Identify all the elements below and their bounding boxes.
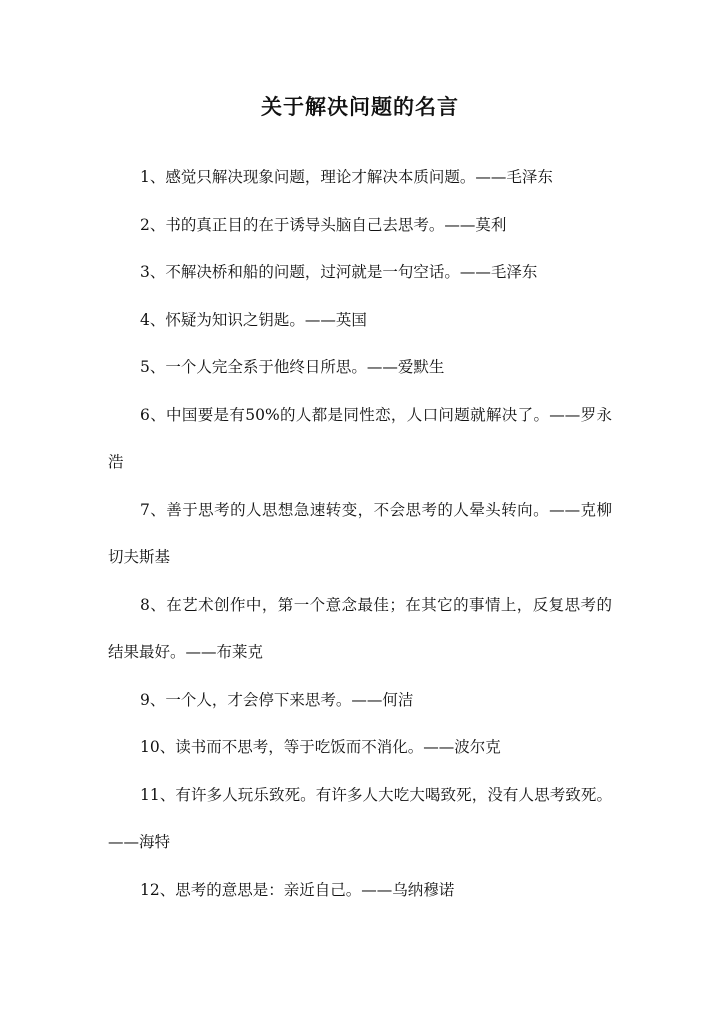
quote-item: 10、读书而不思考，等于吃饭而不消化。——波尔克 [140,738,501,756]
quote-item: 5、一个人完全系于他终日所思。——爱默生 [140,358,445,376]
quote-item: 7、善于思考的人思想急速转变，不会思考的人晕头转向。——克柳切夫斯基 [108,500,612,566]
document-title: 关于解决问题的名言 [261,94,459,119]
quote-item: 2、书的真正目的在于诱导头脑自己去思考。——莫利 [140,215,507,234]
quote-item: 1、感觉只解决现象问题，理论才解决本质问题。——毛泽东 [140,168,553,186]
quote-item: 4、怀疑为知识之钥匙。——英国 [140,310,367,329]
quote-list [108,154,612,914]
quote-item: 8、在艺术创作中，第一个意念最佳；在其它的事情上，反复思考的结果最好。——布莱克 [108,595,612,661]
quote-item: 11、有许多人玩乐致死。有许多人大吃大喝致死，没有人思考致死。——海特 [108,785,612,851]
quote-item: 12、思考的意思是：亲近自己。——乌纳穆诺 [140,880,455,899]
quote-item: 9、一个人，才会停下来思考。——何洁 [140,690,414,709]
quote-item: 3、不解决桥和船的问题，过河就是一句空话。——毛泽东 [140,263,538,281]
quote-item: 6、中国要是有50%的人都是同性恋，人口问题就解决了。——罗永浩 [108,405,612,471]
